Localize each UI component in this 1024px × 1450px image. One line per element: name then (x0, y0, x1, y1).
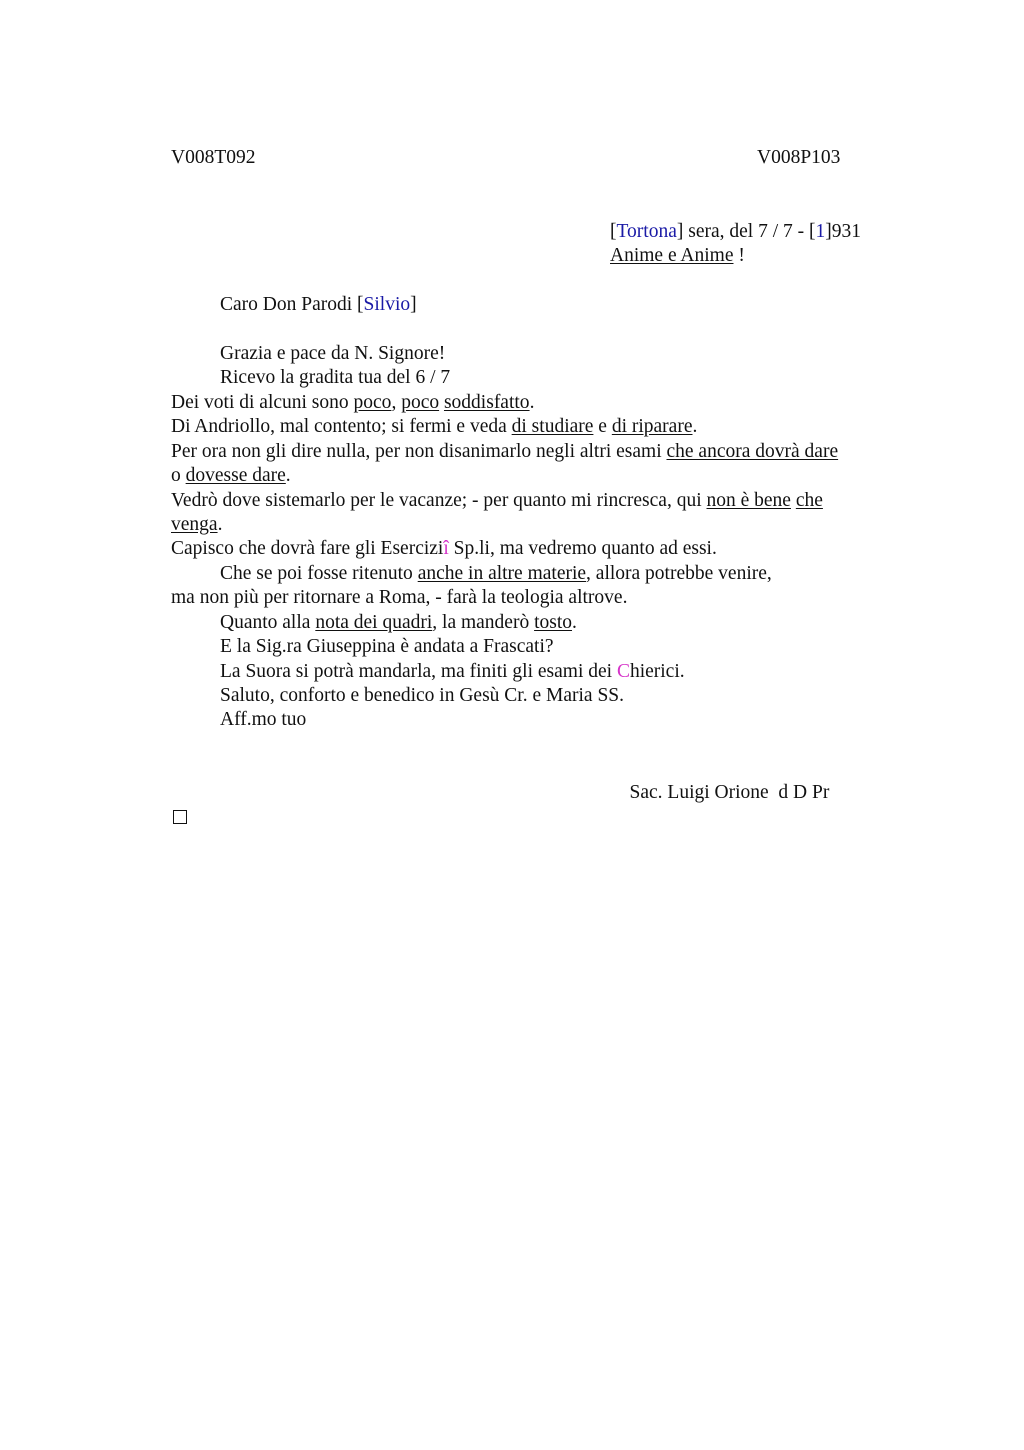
body-line-10-b: anche in altre materie (417, 563, 587, 584)
body-line-13 (220, 635, 554, 659)
salutation-name: Silvio (363, 294, 411, 315)
body-line-4-a: Di Andriollo, mal contento; si fermi e veda (171, 416, 512, 437)
body-line-7-b: non è bene (706, 490, 791, 511)
dateline-text-b: ]931 (825, 221, 861, 242)
body-line-6-a: o (171, 465, 186, 486)
motto-suffix: ! (733, 245, 745, 266)
body-line-14 (220, 660, 685, 684)
body-line-2 (220, 366, 450, 390)
dateline-place: Tortona (616, 221, 677, 242)
body-line-7-d: che (795, 490, 823, 511)
dateline-open-bracket: [ (610, 221, 617, 242)
body-line-2-text: Ricevo la gradita tua del 6 / 7 (220, 367, 451, 388)
body-line-9-correction: î (443, 538, 449, 559)
body-line-14-correction: C (616, 661, 630, 682)
body-line-6-b: dovesse dare (185, 465, 286, 486)
body-line-12-a: Quanto alla (220, 612, 316, 633)
body-line-9-c: Sp.li, ma vedremo quanto ad essi. (448, 538, 717, 559)
body-line-12-b: nota dei quadri (315, 612, 433, 633)
body-line-9-a: Capisco che dovrà fare gli Esercizi (171, 538, 444, 559)
body-line-15 (220, 684, 624, 708)
body-line-5 (171, 440, 838, 464)
body-line-7 (171, 489, 823, 513)
body-line-6-c: . (285, 465, 291, 486)
body-line-9 (171, 537, 717, 561)
dateline (610, 220, 861, 244)
dateline-year-digit: 1 (815, 221, 826, 242)
body-line-3-b: poco (353, 392, 392, 413)
dateline-close-bracket: ] (676, 221, 684, 242)
body-line-6 (171, 464, 291, 488)
body-line-5-a: Per ora non gli dire nulla, per non disanimarlo negli altri esami (171, 441, 667, 462)
body-line-3-d: poco (401, 392, 440, 413)
body-line-15-text: Saluto, conforto e benedico in Gesù Cr. e Maria SS. (220, 685, 625, 706)
body-line-12-d: tosto (534, 612, 573, 633)
body-line-10-a: Che se poi fosse ritenuto (220, 563, 418, 584)
body-line-4 (171, 415, 697, 439)
body-line-7-a: Vedrò dove sistemarlo per le vacanze; - per quanto mi rincresca, qui (171, 490, 707, 511)
body-line-8 (171, 513, 222, 537)
body-line-11-text: ma non più per ritornare a Roma, - farà la teologia altrove. (171, 587, 628, 608)
signature (610, 757, 829, 829)
motto (610, 244, 745, 268)
body-line-5-b: che ancora dovrà dare (666, 441, 839, 462)
signature-text: Sac. Luigi Orione d D Pr (629, 782, 830, 803)
body-line-1 (220, 342, 445, 366)
salutation (220, 293, 417, 317)
document-code-right (757, 146, 840, 170)
header-left-code: V008T092 (171, 147, 256, 168)
body-line-10 (220, 562, 772, 586)
body-line-8-b: . (217, 514, 223, 535)
body-line-16 (220, 708, 306, 732)
header-right-code: V008P103 (757, 147, 841, 168)
body-line-1-text: Grazia e pace da N. Signore! (220, 343, 446, 364)
body-line-3-a: Dei voti di alcuni sono (171, 392, 354, 413)
body-line-12-c: , la manderò (432, 612, 535, 633)
body-line-4-b: di studiare (511, 416, 594, 437)
body-line-4-e: . (692, 416, 698, 437)
dateline-text-a: sera, del 7 / 7 - [ (683, 221, 816, 242)
body-line-4-d: di riparare (611, 416, 693, 437)
body-line-12 (220, 611, 577, 635)
body-line-8-a: venga (171, 514, 218, 535)
body-line-3-c: , (391, 392, 402, 413)
body-line-10-c: , allora potrebbe venire, (586, 563, 772, 584)
body-line-3 (171, 391, 534, 415)
motto-text: Anime e Anime (610, 245, 734, 266)
body-line-14-c: hierici. (629, 661, 685, 682)
body-line-14-a: La Suora si potrà mandarla, ma finiti gli esami dei (220, 661, 617, 682)
body-line-12-e: . (572, 612, 577, 633)
body-line-3-g: . (529, 392, 535, 413)
salutation-text: Caro Don Parodi [ (220, 294, 364, 315)
body-line-3-f: soddisfatto (443, 392, 530, 413)
body-line-13-text: E la Sig.ra Giuseppina è andata a Frascati? (220, 636, 554, 657)
body-line-4-c: e (593, 416, 612, 437)
body-line-16-text: Aff.mo tuo (220, 709, 307, 730)
document-code-left (171, 146, 256, 170)
end-marker-box-icon (173, 810, 187, 824)
body-line-11 (171, 586, 627, 610)
salutation-close: ] (410, 294, 417, 315)
